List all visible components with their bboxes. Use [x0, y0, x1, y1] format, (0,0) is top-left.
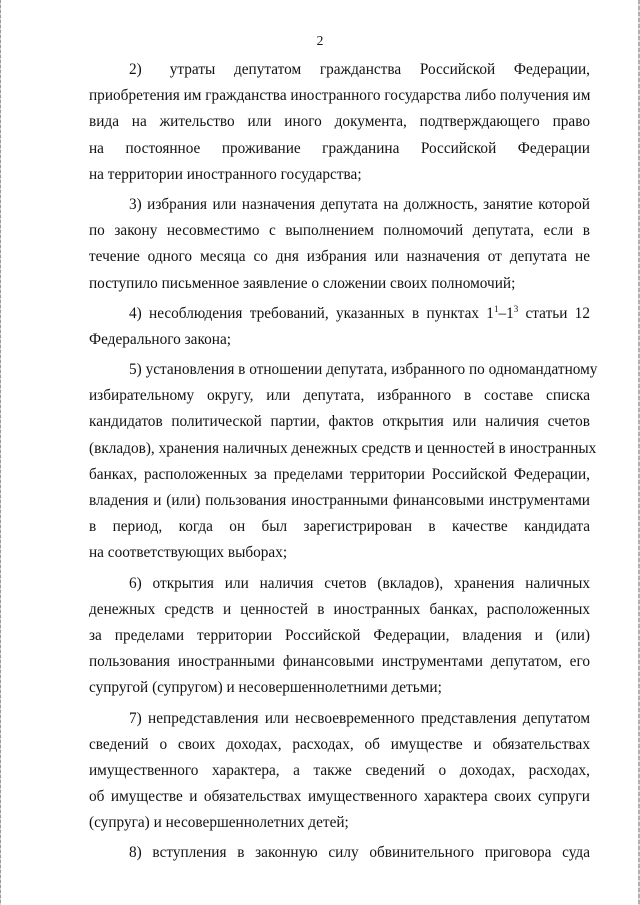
paragraph-line: 2) утраты депутатом гражданства Российской Федерации,: [129, 61, 590, 78]
paragraph-line: 3) избрания или назначения депутата на должность, занятие которой: [129, 195, 590, 213]
paragraph-line: избирательному округу, или депутата, избранного в составе списка: [89, 387, 590, 405]
text-fragment: статьи 12: [518, 304, 590, 322]
text-fragment: –1: [498, 304, 514, 322]
paragraph-line: (вкладов), хранения наличных денежных средств и ценностей в иностранных: [89, 439, 597, 457]
paragraph-8: [89, 840, 590, 866]
paragraph-line: имущественного характера, а также сведений о доходах, расходах,: [89, 761, 590, 779]
paragraph-line: супругой (супругом) и несовершеннолетними детьми;: [89, 679, 442, 697]
paragraph-line: за пределами территории Российской Федерации, владения и (или): [89, 626, 590, 644]
superscript: 1: [493, 303, 499, 314]
paragraph-line: вида на жительство или иного документа, подтверждающего право: [89, 113, 590, 131]
paragraph-line: владения и (или) пользования иностранными финансовыми инструментами: [89, 492, 590, 509]
page-number: 2: [316, 33, 324, 48]
paragraph-line: (супруга) и несовершеннолетних детей;: [89, 814, 349, 832]
text-fragment: 4) несоблюдения требований, указанных в пунктах 1: [129, 304, 494, 322]
paragraph-3: [89, 192, 590, 297]
paragraph-4: [89, 301, 590, 353]
paragraph-line: течение одного месяца со дня избрания или назначения от депутата не: [89, 248, 590, 266]
paragraph-line: пользования иностранными финансовыми инструментами депутатом, его: [89, 653, 590, 671]
paragraph-line: кандидатов политической партии, фактов открытия или наличия счетов: [89, 413, 590, 431]
paragraph-line: поступило письменное заявление о сложении своих полномочий;: [89, 274, 516, 292]
paragraph-7: [89, 706, 590, 837]
paragraph-line: 6) открытия или наличия счетов (вкладов), хранения наличных: [129, 574, 590, 592]
document-body: [89, 57, 598, 867]
paragraph-line: об имуществе и обязательствах имущественного характера своих супруги: [89, 788, 590, 806]
paragraph-line: на территории иностранного государства;: [89, 165, 362, 183]
paragraph-line: [89, 301, 590, 327]
paragraph-line: 7) непредставления или несвоевременного представления депутатом: [129, 709, 590, 727]
paragraph-line: банках, расположенных за пределами территории Российской Федерации,: [89, 465, 590, 483]
superscript: 3: [513, 303, 519, 314]
paragraph-line: в период, когда он был зарегистрирован в качестве кандидата: [89, 518, 590, 536]
paragraph-line: на соответствующих выборах;: [89, 544, 288, 562]
paragraph-line: денежных средств и ценностей в иностранных банках, расположенных: [89, 600, 590, 618]
paragraph-2: [89, 57, 590, 188]
paragraph-line: на постоянное проживание гражданина Российской Федерации: [89, 139, 590, 157]
paragraph-line: по закону несовместимо с выполнением полномочий депутата, если в: [89, 222, 590, 240]
paragraph-line: Федерального закона;: [89, 330, 231, 348]
paragraph-line: приобретения им гражданства иностранного государства либо получения им: [89, 87, 591, 105]
paragraph-6: [89, 571, 590, 702]
paragraph-line: 5) установления в отношении депутата, избранного по одномандатному: [129, 361, 598, 379]
paragraph-line: 8) вступления в законную силу обвинительного приговора суда: [129, 844, 590, 862]
paragraph-line: сведений о своих доходах, расходах, об имуществе и обязательствах: [89, 735, 590, 753]
paragraph-5: [89, 357, 598, 567]
scan-edge-left: [0, 0, 1, 905]
